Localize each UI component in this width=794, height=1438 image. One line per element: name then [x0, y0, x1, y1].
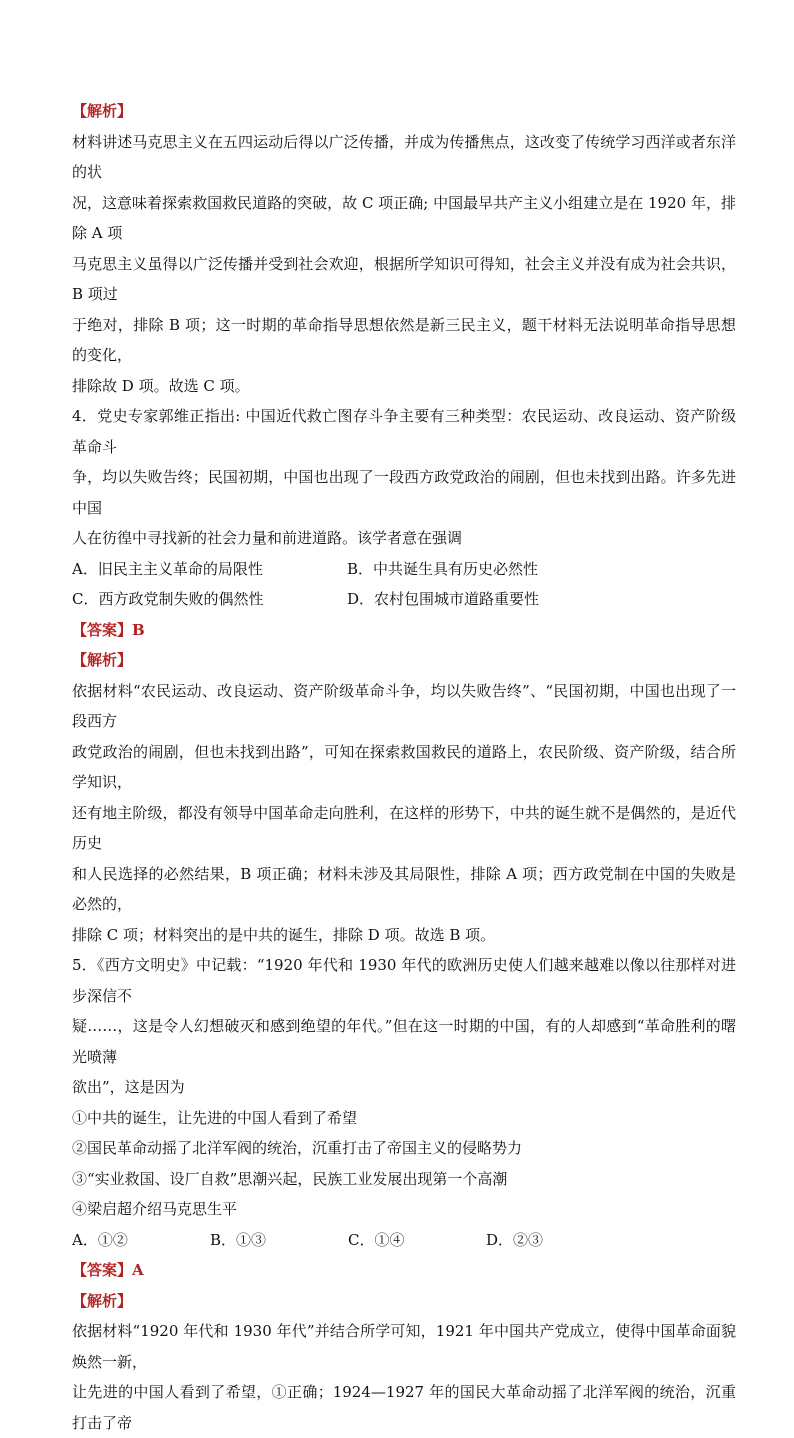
text-line: 让先进的中国人看到了希望，①正确；1924—1927 年的国民大革命动摇了北洋军阀的统治，沉重打击了帝	[72, 1383, 736, 1432]
answer-options	[72, 1225, 736, 1256]
section-label: 【解析】	[72, 651, 133, 669]
text-line: ④梁启超介绍马克思生平	[72, 1200, 238, 1218]
answer-option: B．中共诞生具有历史必然性	[347, 559, 539, 578]
text-line: 于绝对，排除 B 项；这一时期的革命指导思想依然是新三民主义，题干材料无法说明革命指导思想的变化，	[72, 315, 736, 364]
answer-option: D．②③	[486, 1230, 544, 1249]
document-body	[72, 96, 736, 1438]
answer-options	[72, 554, 736, 585]
section-label: 【解析】	[72, 102, 133, 120]
section-label: 【解析】	[72, 1291, 133, 1310]
text-line: 政党政治的闹剧，但也未找到出路”，可知在探索救国救民的道路上，农民阶级、资产阶级，结合所学知识，	[72, 742, 736, 791]
section-label: 【答案】B	[72, 620, 145, 639]
text-line: 5．《西方文明史》中记载：“1920 年代和 1930 年代的欧洲历史使人们越来越难以像以往那样对进步深信不	[72, 956, 736, 1005]
text-line: 排除 C 项；材料突出的是中共的诞生，排除 D 项。故选 B 项。	[72, 925, 496, 944]
answer-option: C．①④	[348, 1230, 405, 1249]
text-line: 人在彷徨中寻找新的社会力量和前进道路。该学者意在强调	[72, 529, 463, 547]
text-line: 争，均以失败告终；民国初期，中国也出现了一段西方政党政治的闹剧，但也未找到出路。许多先进中国	[72, 468, 736, 517]
text-line: 欲出”，这是因为	[72, 1078, 185, 1096]
text-line: ②国民革命动摇了北洋军阀的统治，沉重打击了帝国主义的侵略势力	[72, 1139, 523, 1157]
text-line: 疑……，这是令人幻想破灭和感到绝望的年代。”但在这一时期的中国，有的人却感到“革命胜利的曙光喷薄	[72, 1017, 736, 1066]
text-line: 还有地主阶级，都没有领导中国革命走向胜利，在这样的形势下，中共的诞生就不是偶然的，是近代历史	[72, 803, 736, 852]
text-line: 排除故 D 项。故选 C 项。	[72, 376, 250, 395]
text-line: 4．党史专家郭维正指出: 中国近代救亡图存斗争主要有三种类型：农民运动、改良运动、资产阶级革命斗	[72, 407, 736, 456]
text-line: ③“实业救国、设厂自救”思潮兴起，民族工业发展出现第一个高潮	[72, 1169, 508, 1188]
text-line: ①中共的诞生，让先进的中国人看到了希望	[72, 1108, 358, 1127]
text-line: 依据材料“农民运动、改良运动、资产阶级革命斗争，均以失败告终”、“民国初期，中国也出现了一段西方	[72, 681, 736, 730]
section-label: 【答案】A	[72, 1261, 144, 1279]
answer-option: A．旧民主主义革命的局限性	[72, 559, 263, 578]
answer-option: B．①③	[210, 1230, 267, 1249]
answer-option: C．西方政党制失败的偶然性	[72, 590, 264, 608]
text-line: 依据材料“1920 年代和 1930 年代”并结合所学可知，1921 年中国共产党成立，使得中国革命面貌焕然一新，	[72, 1322, 736, 1371]
answer-option: A．①②	[72, 1230, 128, 1249]
text-line: 材料讲述马克思主义在五四运动后得以广泛传播，并成为传播焦点，这改变了传统学习西洋或者东洋的状	[72, 132, 736, 181]
text-line: 况，这意味着探索救国救民道路的突破，故 C 项正确; 中国最早共产主义小组建立是在 1920 年，排除 A 项	[72, 193, 736, 242]
answer-options	[72, 584, 736, 615]
text-line: 和人民选择的必然结果，B 项正确；材料未涉及其局限性，排除 A 项；西方政党制在中国的失败是必然的，	[72, 864, 736, 913]
answer-option: D．农村包围城市道路重要性	[347, 590, 540, 608]
text-line: 马克思主义虽得以广泛传播并受到社会欢迎，根据所学知识可得知，社会主义并没有成为社会共识，B 项过	[72, 254, 736, 303]
